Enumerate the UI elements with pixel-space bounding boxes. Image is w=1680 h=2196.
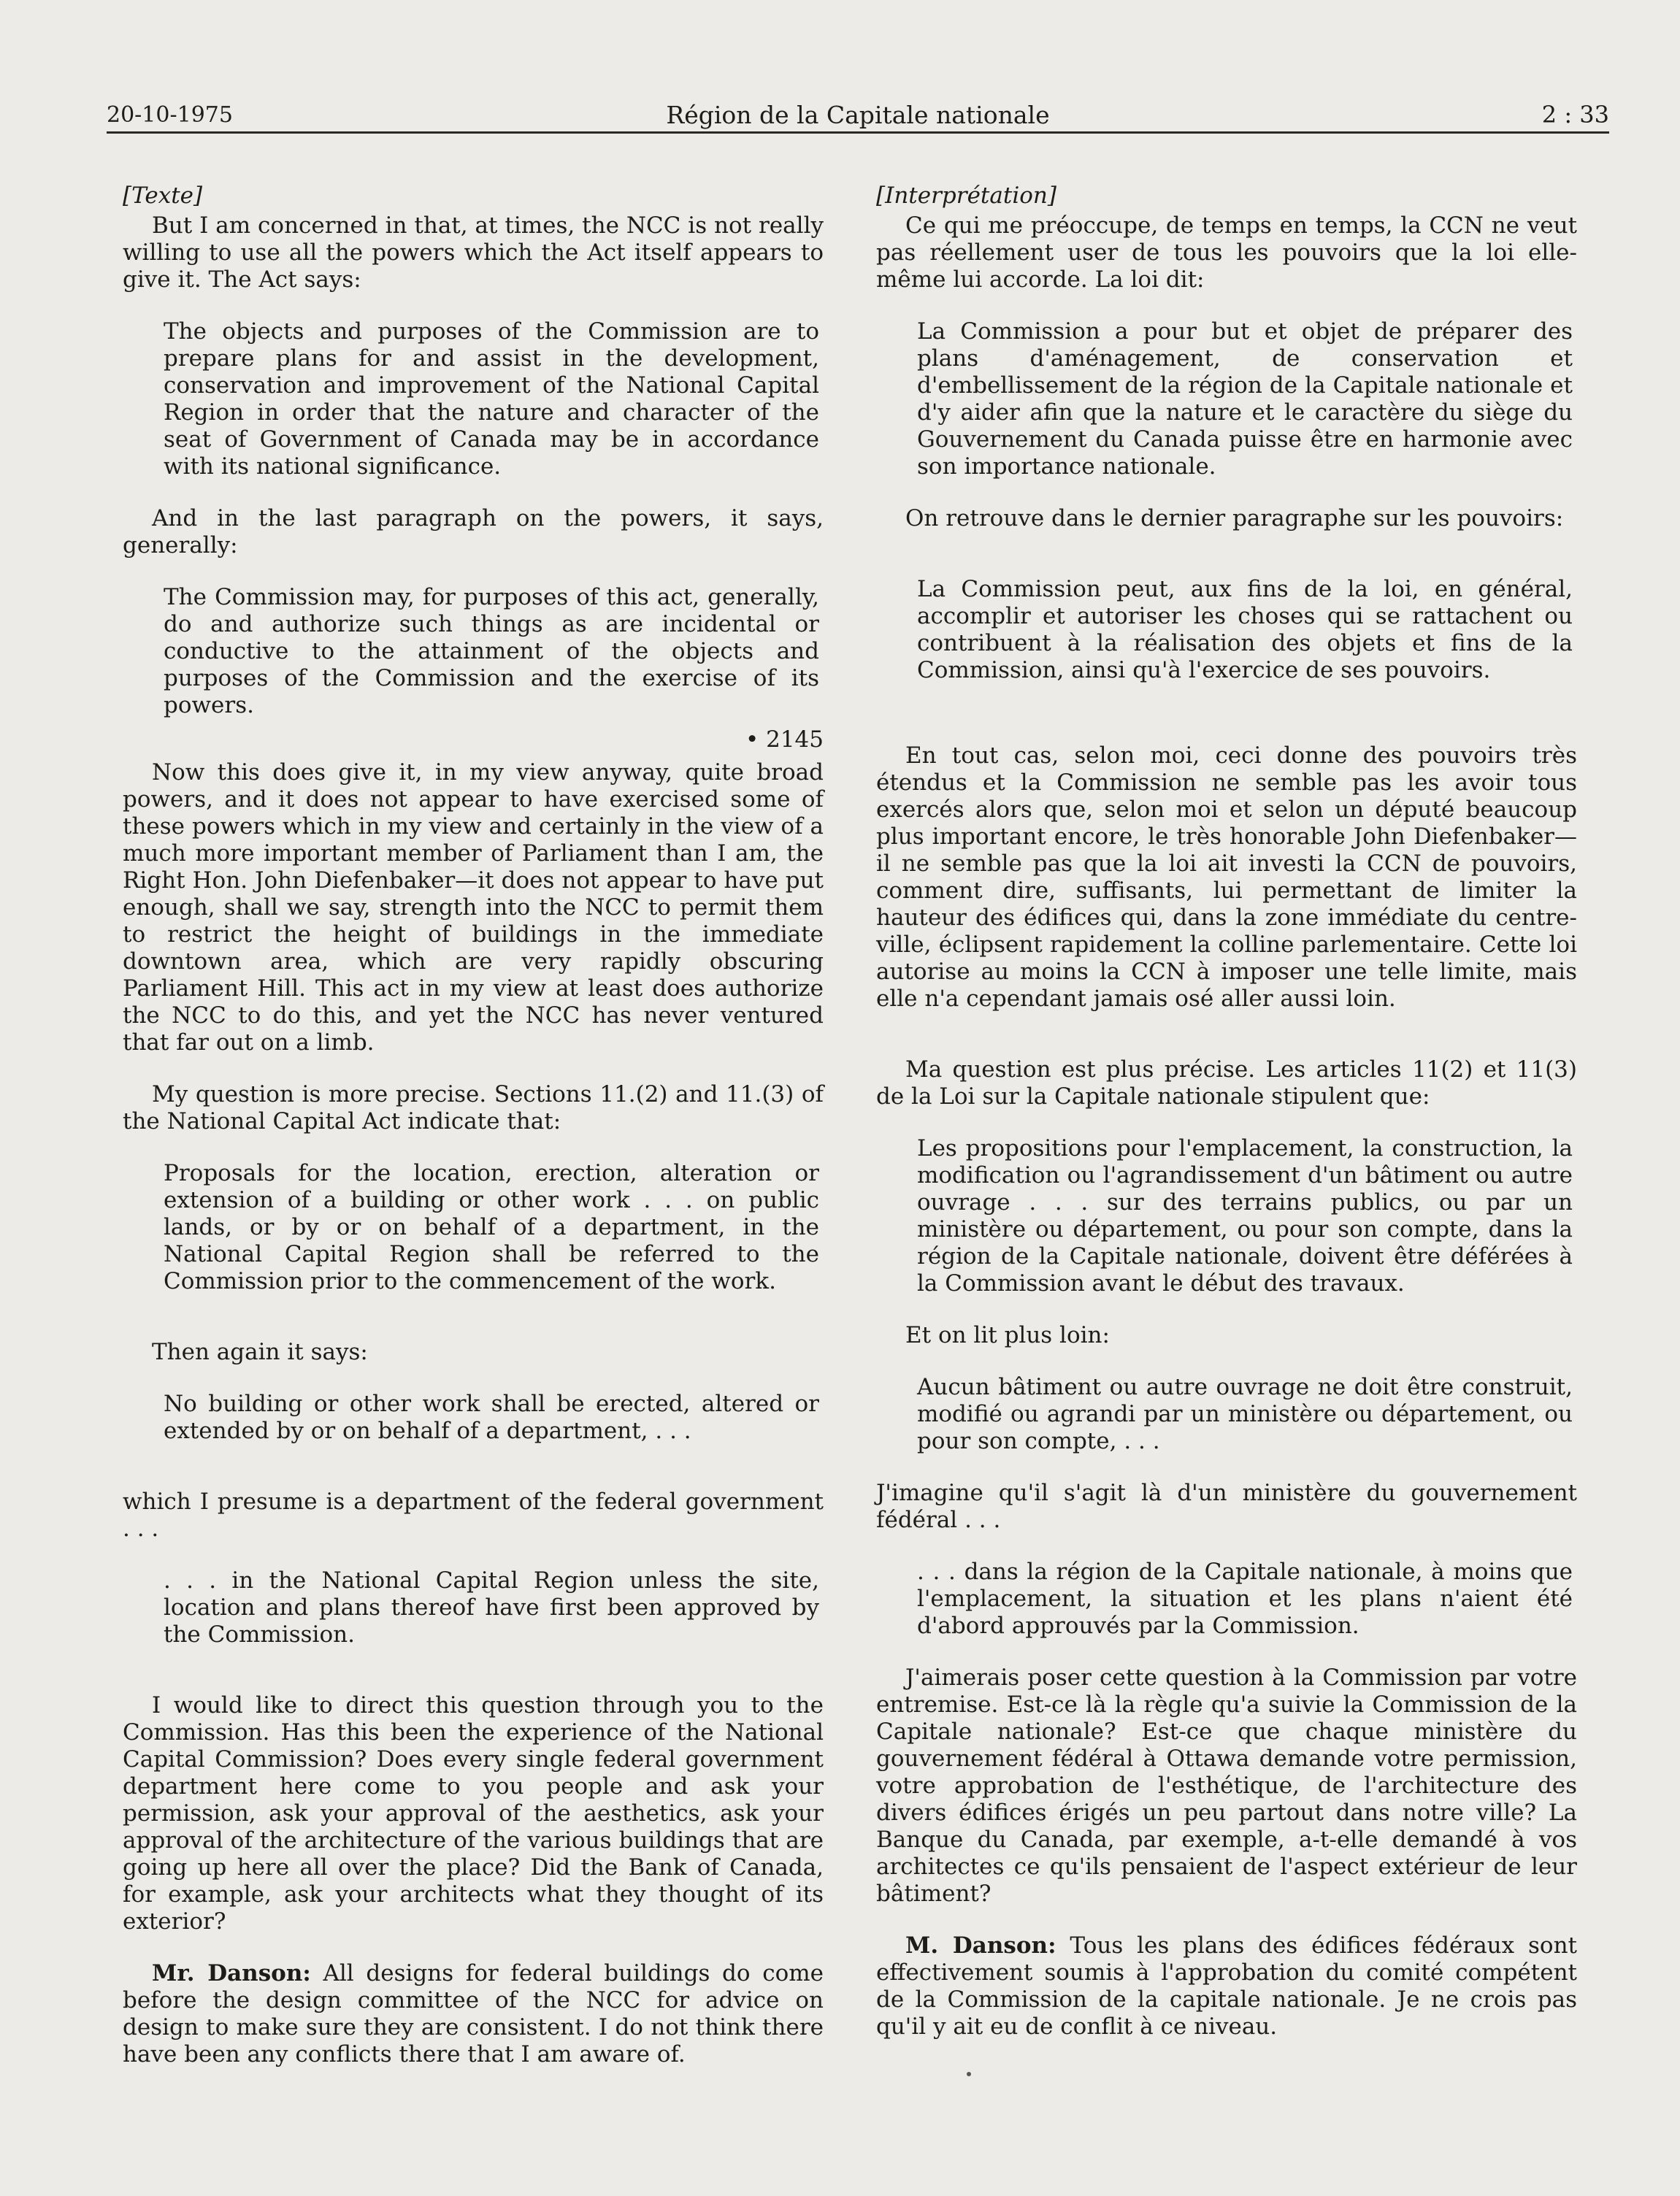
speaker-name: M. Danson: — [905, 1932, 1056, 1959]
quotation: Proposals for the location, erection, alteration or extension of a building or other work . . . on public lands, or by or on behalf of a department, in the National Capital Region shall be referred to the Commission prior to the commencement of the work. — [164, 1160, 819, 1294]
page-speck — [967, 2072, 971, 2076]
quotation: The Commission may, for purposes of this act, generally, do and authorize such things as are incidental or conductive to the attainment of the objects and purposes of the Commission and the exercise of its powers. — [164, 584, 819, 718]
quotation: La Commission a pour but et objet de préparer des plans d'aménagement, de conservation et d'embellissement de la région de la Capitale nationale et d'y aider afin que la nature et le caractère du siège du Gouvernement du Canada puisse être en harmonie avec son importance nationale. — [917, 318, 1573, 480]
french-column — [876, 183, 1577, 2065]
speaker-text: Tous les plans des édifices fédéraux sont effectivement soumis à l'approbation du comité compétent de la Commission de la capitale nationale. Je ne crois pas qu'il y ait eu de conflit à ce niveau. — [876, 1932, 1577, 2040]
language-tag-french: [Interprétation] — [876, 183, 1056, 209]
speaker-name: Mr. Danson: — [152, 1960, 311, 1986]
header-title: Région de la Capitale nationale — [666, 101, 1050, 129]
paragraph: Now this does give it, in my view anyway, quite broad powers, and it does not appear to have exercised some of these powers which in my view and certainly in the view of a much more important member of Parliament than I am, the Right Hon. John Diefenbaker—it does not appear to have put enough, shall we say, strength into the NCC to permit them to restrict the height of buildings in the immediate downtown area, which are very rapidly obscuring Parliament Hill. This act in my view at least does authorize the NCC to do this, and yet the NCC has never ventured that far out on a limb. — [123, 759, 824, 1056]
paragraph: But I am concerned in that, at times, the NCC is not really willing to use all the powers which the Act itself appears to give it. The Act says: — [123, 212, 824, 293]
paragraph: En tout cas, selon moi, ceci donne des pouvoirs très étendus et la Commission ne semble pas les avoir tous exercés alors que, selon moi et selon un député beaucoup plus important encore, le très honorable John Diefenbaker—il ne semble pas que la loi ait investi la CCN de pouvoirs, comment dire, suffisants, lui permettant de limiter la hauteur des édifices qui, dans la zone immédiate du centre-ville, éclipsent rapidement la colline parlementaire. Cette loi autorise au moins la CCN à imposer une telle limite, mais elle n'a cependant jamais osé aller aussi loin. — [876, 742, 1577, 1012]
paragraph: My question is more precise. Sections 11.(2) and 11.(3) of the National Capital Act indicate that: — [123, 1081, 824, 1135]
paragraph: Then again it says: — [152, 1339, 368, 1365]
paragraph: which I presume is a department of the federal government . . . — [123, 1489, 824, 1542]
quotation: No building or other work shall be erected, altered or extended by or on behalf of a department, . . . — [164, 1391, 819, 1444]
speaker-paragraph — [123, 1960, 824, 2068]
speaker-paragraph — [876, 1932, 1577, 2040]
paragraph: J'aimerais poser cette question à la Commission par votre entremise. Est-ce là la règle qu'a suivie la Commission de la Capitale nationale? Est-ce que chaque ministère du gouvernement fédéral à Ottawa demande votre permission, votre approbation de l'esthétique, de l'architecture des divers édifices érigés un peu partout dans notre ville? La Banque du Canada, par exemple, a-t-elle demandé à vos architectes ce qu'ils pensaient de l'aspect extérieur de leur bâtiment? — [876, 1665, 1577, 1907]
quotation: Aucun bâtiment ou autre ouvrage ne doit être construit, modifié ou agrandi par un ministère ou département, ou pour son compte, . . . — [917, 1374, 1573, 1454]
paragraph: On retrouve dans le dernier paragraphe sur les pouvoirs: — [905, 505, 1564, 531]
paragraph: Ma question est plus précise. Les articles 11(2) et 11(3) de la Loi sur la Capitale nationale stipulent que: — [876, 1056, 1577, 1110]
language-tag-english: [Texte] — [123, 183, 203, 209]
english-column — [123, 183, 824, 2093]
page-header — [107, 96, 1609, 131]
paragraph: I would like to direct this question through you to the Commission. Has this been the experience of the National Capital Commission? Does every single federal government department here come to you people and ask your permission, ask your approval of the aesthetics, ask your approval of the architecture of the various buildings that are going up here all over the place? Did the Bank of Canada, for example, ask your architects what they thought of its exterior? — [123, 1692, 824, 1935]
paragraph: Ce qui me préoccupe, de temps en temps, la CCN ne veut pas réellement user de tous les pouvoirs que la loi elle-même lui accorde. La loi dit: — [876, 212, 1577, 293]
paragraph: Et on lit plus loin: — [905, 1322, 1110, 1348]
header-page-number: 2 : 33 — [1541, 101, 1609, 128]
quotation: . . . in the National Capital Region unless the site, location and plans thereof have first been approved by the Commission. — [164, 1567, 819, 1648]
quotation: . . . dans la région de la Capitale nationale, à moins que l'emplacement, la situation et les plans n'aient été d'abord approuvés par la Commission. — [917, 1559, 1573, 1639]
paragraph: J'imagine qu'il s'agit là d'un ministère du gouvernement fédéral . . . — [876, 1480, 1577, 1533]
quotation: La Commission peut, aux fins de la loi, en général, accomplir et autoriser les choses qui se rattachent ou contribuent à la réalisation des objets et fins de la Commission, ainsi qu'à l'exercice de ses pouvoirs. — [917, 576, 1573, 683]
speaker-text: All designs for federal buildings do come before the design committee of the NCC for advice on design to make sure they are consistent. I do not think there have been any conflicts there that I am aware of. — [123, 1960, 824, 2068]
time-marker: • 2145 — [745, 726, 824, 753]
header-rule — [107, 131, 1609, 134]
quotation: Les propositions pour l'emplacement, la construction, la modification ou l'agrandissement d'un bâtiment ou autre ouvrage . . . sur des terrains publics, ou par un ministère ou département, ou pour son compte, dans la région de la Capitale nationale, doivent être déférées à la Commission avant le début des travaux. — [917, 1135, 1573, 1297]
quotation: The objects and purposes of the Commission are to prepare plans for and assist in the development, conservation and improvement of the National Capital Region in order that the nature and character of the seat of Government of Canada may be in accordance with its national significance. — [164, 318, 819, 480]
paragraph: And in the last paragraph on the powers, it says, generally: — [123, 505, 824, 558]
header-date: 20-10-1975 — [107, 102, 233, 128]
